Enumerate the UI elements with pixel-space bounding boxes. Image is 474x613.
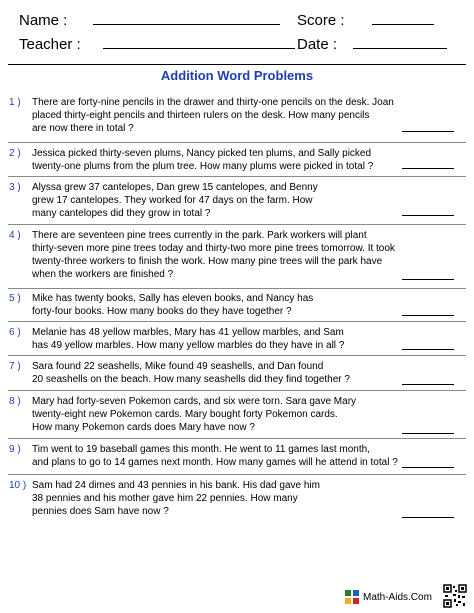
problem-divider xyxy=(8,142,466,143)
problem-number: 8 ) xyxy=(9,396,21,407)
qr-code-icon xyxy=(443,584,467,608)
date-label: Date : xyxy=(297,36,338,53)
header-divider xyxy=(8,64,466,65)
problem-text xyxy=(32,147,392,173)
answer-line[interactable] xyxy=(402,467,454,468)
answer-line[interactable] xyxy=(402,279,454,280)
answer-line[interactable] xyxy=(402,168,454,169)
logo-text: Math-Aids.Com xyxy=(363,591,432,603)
problem-line: thirty-seven more pine trees today and thirty-two more pine trees tomorrow. It took xyxy=(32,243,395,254)
problem-text xyxy=(32,443,398,469)
name-label: Name : xyxy=(19,12,68,29)
problem-text xyxy=(32,292,392,318)
page-title: Addition Word Problems xyxy=(160,68,314,83)
problem-text xyxy=(32,360,392,386)
problem-line: 20 seashells on the beach. How many seashells did they find together ? xyxy=(32,374,350,385)
name-line[interactable] xyxy=(93,24,280,25)
problem-divider xyxy=(8,288,466,289)
problem-line: forty-four books. How many books do they have together ? xyxy=(32,306,292,317)
score-line[interactable] xyxy=(372,24,434,25)
answer-line[interactable] xyxy=(402,215,454,216)
problem-text xyxy=(32,326,392,352)
problem-text xyxy=(32,96,392,135)
problem-line: placed thirty-eight pencils and thirteen rulers on the desk. How many pencils xyxy=(32,110,370,121)
problem-divider xyxy=(8,390,466,391)
problem-line: There are seventeen pine trees currently in the park. Park workers will plant xyxy=(32,230,367,241)
answer-line[interactable] xyxy=(402,349,454,350)
problem-line: are now there in total ? xyxy=(32,123,134,134)
problem-number: 9 ) xyxy=(9,444,21,455)
problem-line: has 49 yellow marbles. How many yellow marbles do they have in all ? xyxy=(32,340,345,351)
problem-line: Jessica picked thirty-seven plums, Nancy picked ten plums, and Sally picked xyxy=(32,148,372,159)
problem-line: There are forty-nine pencils in the drawer and thirty-one pencils on the desk. Joan xyxy=(32,97,394,108)
problem-line: Mary had forty-seven Pokemon cards, and six were torn. Sara gave Mary xyxy=(32,396,357,407)
problem-number: 6 ) xyxy=(9,327,21,338)
problem-line: many cantelopes did they grow in total ? xyxy=(32,208,211,219)
math-aids-logo-icon xyxy=(345,590,359,604)
problem-number: 5 ) xyxy=(9,293,21,304)
problem-line: twenty-one plums from the plum tree. How many plums were picked in total ? xyxy=(32,161,374,172)
problem-number: 1 ) xyxy=(9,97,21,108)
problem-line: twenty-three workers to finish the work. How many pine trees will the park have xyxy=(32,256,383,267)
teacher-label: Teacher : xyxy=(19,36,81,53)
problem-number: 4 ) xyxy=(9,230,21,241)
problem-line: Tim went to 19 baseball games this month. He went to 11 games last month, xyxy=(32,444,370,455)
answer-line[interactable] xyxy=(402,517,454,518)
problem-number: 2 ) xyxy=(9,148,21,159)
problem-line: grew 17 cantelopes. They worked for 47 days on the farm. How xyxy=(32,195,313,206)
problem-line: twenty-eight new Pokemon cards. Mary bought forty Pokemon cards. xyxy=(32,409,338,420)
problem-number: 10 ) xyxy=(9,480,27,491)
problem-text xyxy=(32,395,392,434)
problem-divider xyxy=(8,355,466,356)
problem-number: 3 ) xyxy=(9,182,21,193)
problem-line: Alyssa grew 37 cantelopes, Dan grew 15 cantelopes, and Benny xyxy=(32,182,318,193)
date-line[interactable] xyxy=(353,48,447,49)
problem-line: Melanie has 48 yellow marbles, Mary has 41 yellow marbles, and Sam xyxy=(32,327,344,338)
score-label: Score : xyxy=(297,12,345,29)
math-aids-logo xyxy=(345,590,432,604)
problem-text xyxy=(32,181,392,220)
teacher-line[interactable] xyxy=(103,48,295,49)
problem-line: Mike has twenty books, Sally has eleven books, and Nancy has xyxy=(32,293,314,304)
problem-line: pennies does Sam have now ? xyxy=(32,506,169,517)
problem-line: and plans to go to 14 games next month. How many games will he attend in total ? xyxy=(32,457,398,468)
answer-line[interactable] xyxy=(402,433,454,434)
problem-line: Sam had 24 dimes and 43 pennies in his bank. His dad gave him xyxy=(32,480,320,491)
problem-number: 7 ) xyxy=(9,361,21,372)
problem-line: How many Pokemon cards does Mary have now ? xyxy=(32,422,255,433)
problem-divider xyxy=(8,474,466,475)
problem-divider xyxy=(8,438,466,439)
problem-text xyxy=(32,229,395,281)
problem-divider xyxy=(8,321,466,322)
problem-text xyxy=(32,479,392,518)
answer-line[interactable] xyxy=(402,131,454,132)
problem-line: 38 pennies and his mother gave him 22 pennies. How many xyxy=(32,493,298,504)
problem-divider xyxy=(8,176,466,177)
problem-divider xyxy=(8,224,466,225)
problem-line: when the workers are finished ? xyxy=(32,269,174,280)
answer-line[interactable] xyxy=(402,384,454,385)
problem-line: Sara found 22 seashells, Mike found 49 seashells, and Dan found xyxy=(32,361,324,372)
answer-line[interactable] xyxy=(402,315,454,316)
